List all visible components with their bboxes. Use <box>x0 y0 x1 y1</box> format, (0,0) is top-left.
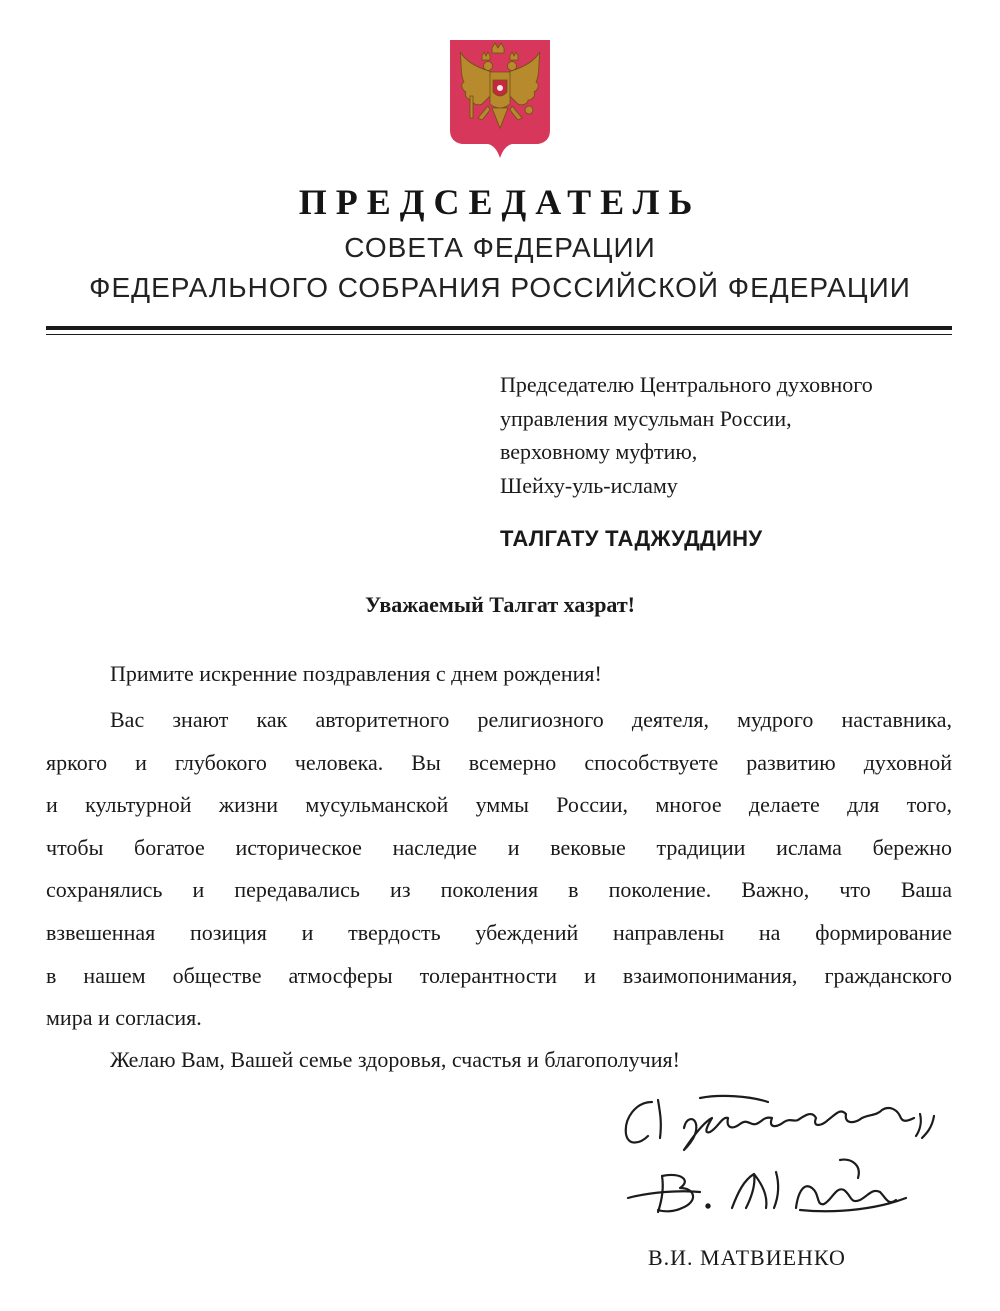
body-line: Вас знают как авторитетного религиозного деятеля, мудрого наставника, <box>110 707 952 732</box>
recipient-line: Шейху-уль-исламу <box>500 472 678 498</box>
recipient-line: верховному муфтию, <box>500 439 698 464</box>
header-rule-thin <box>46 334 952 335</box>
handwritten-signature-icon <box>600 1088 960 1228</box>
letter-body-paragraph <box>46 704 952 1045</box>
recipient-name: ТАЛГАТУ ТАДЖУДДИНУ <box>500 526 763 551</box>
congratulations-paragraph: Примите искренние поздравления с днем рождения! <box>110 661 602 686</box>
letterhead-title: ПРЕДСЕДАТЕЛЬ <box>298 182 702 222</box>
letter-greeting: Уважаемый Талгат хазрат! <box>364 592 635 617</box>
coat-of-arms-icon <box>448 38 552 160</box>
letterhead-subtitle-council: СОВЕТА ФЕДЕРАЦИИ <box>344 232 656 263</box>
recipient-address <box>500 368 873 502</box>
body-line: и культурной жизни мусульманской уммы России, многое делаете для того, <box>46 792 952 818</box>
header-rule-thick <box>46 326 952 330</box>
signer-name: В.И. МАТВИЕНКО <box>648 1245 846 1270</box>
body-line: мира и согласия. <box>46 1005 202 1031</box>
body-line: взвешенная позиция и твердость убеждений направлены на формирование <box>46 919 952 945</box>
wishes-paragraph: Желаю Вам, Вашей семье здоровья, счастья и благополучия! <box>110 1047 680 1072</box>
body-line: яркого и глубокого человека. Вы всемерно способствуете развитию духовной <box>46 749 952 775</box>
recipient-line: управления мусульман России, <box>500 405 792 431</box>
body-line: в нашем обществе атмосферы толерантности и взаимопонимания, гражданского <box>46 962 952 988</box>
body-line: сохранялись и передавались из поколения в поколение. Важно, что Ваша <box>46 877 952 903</box>
recipient-line: Председателю Центрального духовного <box>500 372 873 397</box>
letterhead-subtitle-assembly: ФЕДЕРАЛЬНОГО СОБРАНИЯ РОССИЙСКОЙ ФЕДЕРАЦИИ <box>89 272 911 303</box>
body-line: чтобы богатое историческое наследие и вековые традиции ислама бережно <box>46 834 952 860</box>
